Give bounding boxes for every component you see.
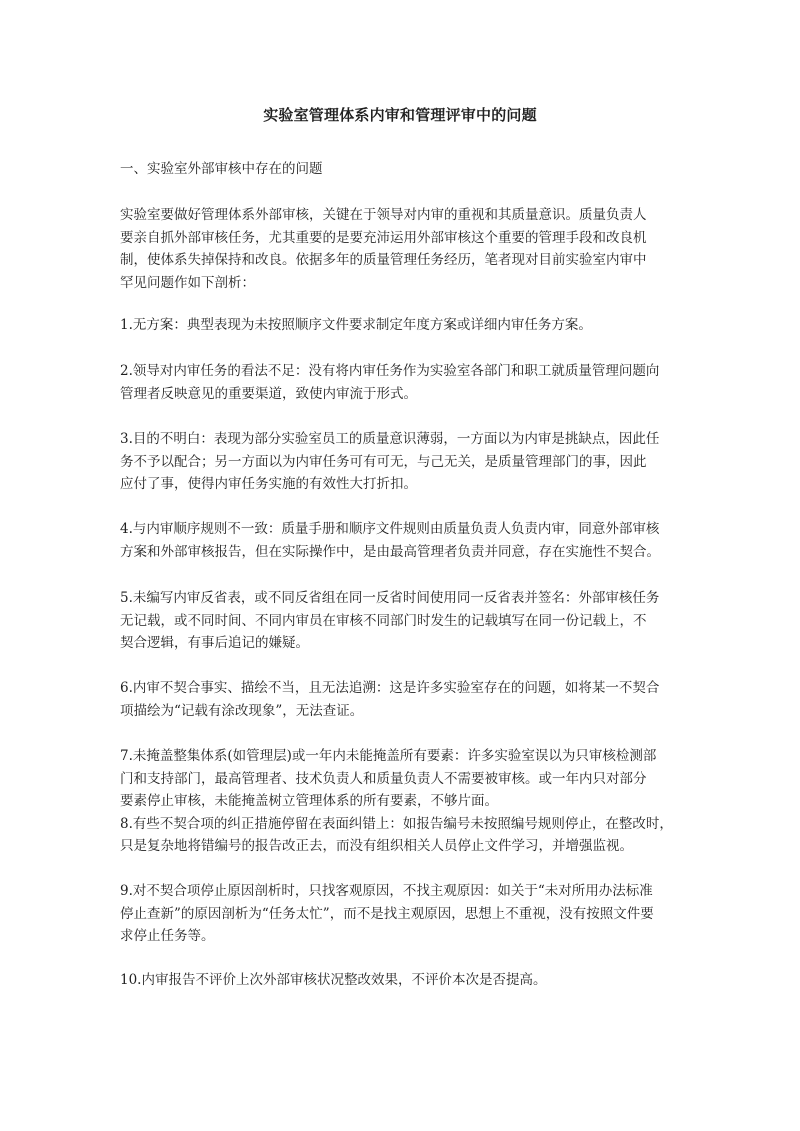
- paragraph-line: 门和支持部门，最高管理者、技术负责人和质量负责人不需要被审核。或一年内只对部分: [120, 770, 647, 787]
- intro-paragraph: [120, 204, 692, 294]
- paragraph-line: 停止查新”的原因剖析为“任务太忙”，而不是找主观原因，思想上不重视，没有按照文件要: [120, 905, 654, 922]
- paragraph-line: 契合逻辑，有事后追记的嫌疑。: [120, 635, 309, 652]
- paragraph-line: 务不予以配合；另一方面以为内审任务可有可无，与己无关，是质量管理部门的事，因此: [120, 453, 647, 470]
- paragraph-line: 6.内审不契合事实、描绘不当，且无法追溯：这是许多实验室存在的问题，如将某一不契合: [120, 680, 660, 696]
- paragraph-line: 要素停止审核，未能掩盖树立管理体系的所有要素，不够片面。: [120, 793, 498, 810]
- list-item-3: [120, 428, 692, 496]
- paragraph-line: 应付了事，使得内审任务实施的有效性大打折扣。: [120, 476, 417, 493]
- paragraph-line: 7.未掩盖整集体系(如管理层)或一年内未能掩盖所有要素：许多实验室误以为只审核检测部: [120, 748, 657, 764]
- list-item-9: [120, 880, 692, 948]
- paragraph-line: 求停止任务等。: [120, 928, 215, 945]
- paragraph-line: 项描绘为“记载有涂改现象”，无法查证。: [120, 702, 364, 719]
- paragraph-line: 管理者反映意见的重要渠道，致使内审流于形式。: [120, 385, 417, 402]
- paragraph-line: 制，使体系失掉保持和改良。依据多年的质量管理任务经历，笔者现对目前实验室内审中: [120, 252, 647, 269]
- list-item-7-8: [120, 745, 692, 858]
- paragraph-line: 方案和外部审核报告，但在实际操作中，是由最高管理者负责并同意，存在实施性不契合。: [120, 543, 660, 560]
- paragraph-line: 1.无方案：典型表现为未按照顺序文件要求制定年度方案或详细内审任务方案。: [120, 317, 592, 333]
- list-item-1: [120, 314, 692, 337]
- paragraph-line: 要亲自抓外部审核任务，尤其重要的是要充沛运用外部审核这个重要的管理手段和改良机: [120, 229, 647, 246]
- list-item-5: [120, 587, 692, 655]
- list-item-4: [120, 518, 692, 563]
- paragraph-line: 只是复杂地将错编号的报告改正去，而没有组织相关人员停止文件学习，并增强监视。: [120, 838, 633, 855]
- paragraph-line: 罕见问题作如下剖析：: [120, 274, 255, 291]
- paragraph-line: 无记载，或不同时间、不同内审员在审核不同部门时发生的记载填写在同一份记载上，不: [120, 612, 647, 629]
- list-item-6: [120, 677, 692, 722]
- paragraph-line: 10.内审报告不评价上次外部审核状况整改效果，不评价本次是否提高。: [120, 972, 547, 988]
- paragraph-line: 5.未编写内审反省表，或不同反省组在同一反省时间使用同一反省表并签名：外部审核任务: [120, 590, 660, 606]
- paragraph-line: 8.有些不契合项的纠正措施停留在表面纠错上：如报告编号未按照编号规则停止，在整改时，: [120, 815, 673, 832]
- list-item-10: [120, 969, 692, 992]
- paragraph-line: 实验室要做好管理体系外部审核，关键在于领导对内审的重视和其质量意识。质量负责人: [120, 207, 647, 223]
- section-heading: 一、实验室外部审核中存在的问题: [120, 161, 323, 177]
- paragraph-line: 4.与内审顺序规则不一致：质量手册和顺序文件规则由质量负责人负责内审，同意外部审核: [120, 521, 660, 537]
- paragraph-line: 2.领导对内审任务的看法不足：没有将内审任务作为实验室各部门和职工就质量管理问题向: [120, 363, 660, 379]
- paragraph-line: 9.对不契合项停止原因剖析时，只找客观原因，不找主观原因：如关于“未对所用办法标准: [120, 883, 653, 899]
- paragraph-line: 3.目的不明白：表现为部分实验室员工的质量意识薄弱，一方面以为内审是挑缺点，因此任: [120, 431, 660, 447]
- list-item-2: [120, 360, 692, 405]
- document-title: 实验室管理体系内审和管理评审中的问题: [263, 106, 537, 124]
